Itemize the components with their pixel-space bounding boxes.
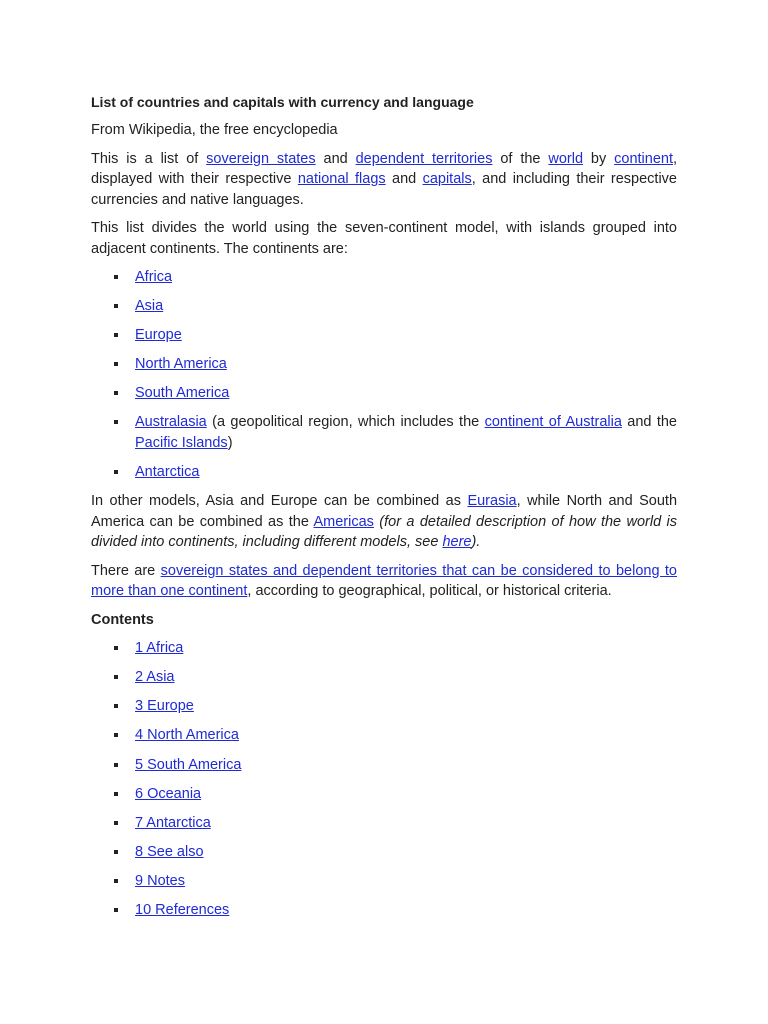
intro-text: , displayed with their respective: [91, 150, 678, 187]
bullet-icon: [114, 362, 118, 366]
bullet-icon: [114, 733, 118, 737]
link-sovereign-states[interactable]: sovereign states: [206, 150, 316, 167]
contents-link-south-america[interactable]: 5 South America: [135, 756, 242, 773]
list-item: [91, 296, 677, 317]
bullet-icon: [114, 420, 118, 424]
list-item: [91, 325, 677, 346]
multi-continent-text: , according to geographical, political, or historical criteria.: [247, 583, 612, 600]
list-item: [91, 813, 677, 834]
bullet-icon: [114, 704, 118, 708]
intro-paragraph: [91, 149, 677, 211]
australasia-text: ): [227, 434, 233, 451]
multi-continent-paragraph: [91, 561, 677, 602]
bullet-icon: [114, 470, 118, 474]
link-multi-continent[interactable]: sovereign states and dependent territories that can be considered to belong to more than one continent: [91, 562, 677, 600]
list-item: [91, 871, 677, 892]
list-item: [91, 383, 677, 404]
link-south-america[interactable]: South America: [135, 385, 230, 402]
link-antarctica[interactable]: Antarctica: [135, 464, 200, 481]
page-subtitle: From Wikipedia, the free encyclopedia: [91, 122, 338, 138]
contents-link-antarctica[interactable]: 7 Antarctica: [135, 814, 211, 831]
bullet-icon: [114, 821, 118, 825]
australasia-text: (a geopolitical region, which includes the: [206, 414, 485, 431]
list-item: [91, 900, 677, 921]
contents-link-asia[interactable]: 2 Asia: [135, 669, 175, 686]
bullet-icon: [114, 908, 118, 912]
list-item: [91, 412, 677, 453]
list-item: [91, 755, 677, 776]
intro-text: of the: [492, 150, 549, 167]
list-item: [91, 696, 677, 717]
link-europe[interactable]: Europe: [135, 327, 182, 344]
other-models-text: , while North and South America can be combined as the: [91, 493, 678, 530]
australasia-text: and the: [621, 414, 677, 431]
bullet-icon: [114, 275, 118, 279]
intro-text: and: [315, 150, 356, 167]
bullet-icon: [114, 646, 118, 650]
link-africa[interactable]: Africa: [135, 269, 173, 285]
link-eurasia[interactable]: Eurasia: [467, 493, 517, 510]
link-dependent-territories[interactable]: dependent territories: [355, 150, 493, 167]
link-national-flags[interactable]: national flags: [297, 171, 386, 187]
intro-text: , and including their respective currencies and native languages.: [91, 171, 677, 208]
bullet-icon: [114, 792, 118, 796]
link-continent-of-australia[interactable]: continent of Australia: [484, 414, 622, 431]
bullet-icon: [114, 333, 118, 337]
bullet-icon: [114, 850, 118, 854]
intro-text: This is a list of: [91, 150, 207, 167]
list-item: [91, 354, 677, 375]
link-australasia[interactable]: Australasia: [135, 414, 207, 431]
list-item: [91, 667, 677, 688]
contents-link-north-america[interactable]: 4 North America: [135, 727, 239, 744]
contents-link-africa[interactable]: 1 Africa: [135, 640, 184, 657]
link-continent[interactable]: continent: [614, 150, 673, 167]
italic-text: (for a detailed description of how the world is divided into continents, including different models, see: [91, 513, 677, 551]
link-pacific-islands[interactable]: Pacific Islands: [135, 434, 228, 451]
intro-text: by: [583, 150, 615, 167]
link-americas[interactable]: Americas: [313, 513, 374, 530]
contents-list: [91, 638, 677, 920]
model-intro-paragraph: This list divides the world using the seven-continent model, with islands grouped into adjacent continents. The continents are:: [91, 220, 677, 257]
page-title: List of countries and capitals with currency and language: [91, 94, 474, 110]
list-item: [91, 725, 677, 746]
list-item: [91, 842, 677, 863]
bullet-icon: [114, 391, 118, 395]
italic-text: ).: [471, 534, 481, 551]
article: [91, 92, 677, 929]
contents-link-oceania[interactable]: 6 Oceania: [135, 785, 202, 802]
multi-continent-text: There are: [91, 562, 161, 579]
link-here[interactable]: here: [442, 534, 472, 551]
link-asia[interactable]: Asia: [135, 298, 164, 315]
bullet-icon: [114, 304, 118, 308]
link-north-america[interactable]: North America: [135, 356, 227, 373]
list-item: [91, 267, 677, 288]
contents-link-see-also[interactable]: 8 See also: [135, 843, 204, 860]
bullet-icon: [114, 879, 118, 883]
continents-list: [91, 267, 677, 483]
list-item: [91, 784, 677, 805]
contents-link-references[interactable]: 10 References: [135, 902, 230, 918]
bullet-icon: [114, 675, 118, 679]
bullet-icon: [114, 763, 118, 767]
link-capitals[interactable]: capitals: [422, 171, 472, 187]
other-models-text: In other models, Asia and Europe can be combined as: [91, 493, 468, 510]
contents-heading: Contents: [91, 611, 154, 628]
list-item: [91, 462, 677, 483]
contents-link-europe[interactable]: 3 Europe: [135, 698, 194, 715]
other-models-paragraph: [91, 491, 677, 553]
list-item: [91, 638, 677, 659]
link-world[interactable]: world: [548, 150, 584, 167]
intro-text: and: [385, 171, 423, 187]
contents-link-notes[interactable]: 9 Notes: [135, 872, 185, 889]
